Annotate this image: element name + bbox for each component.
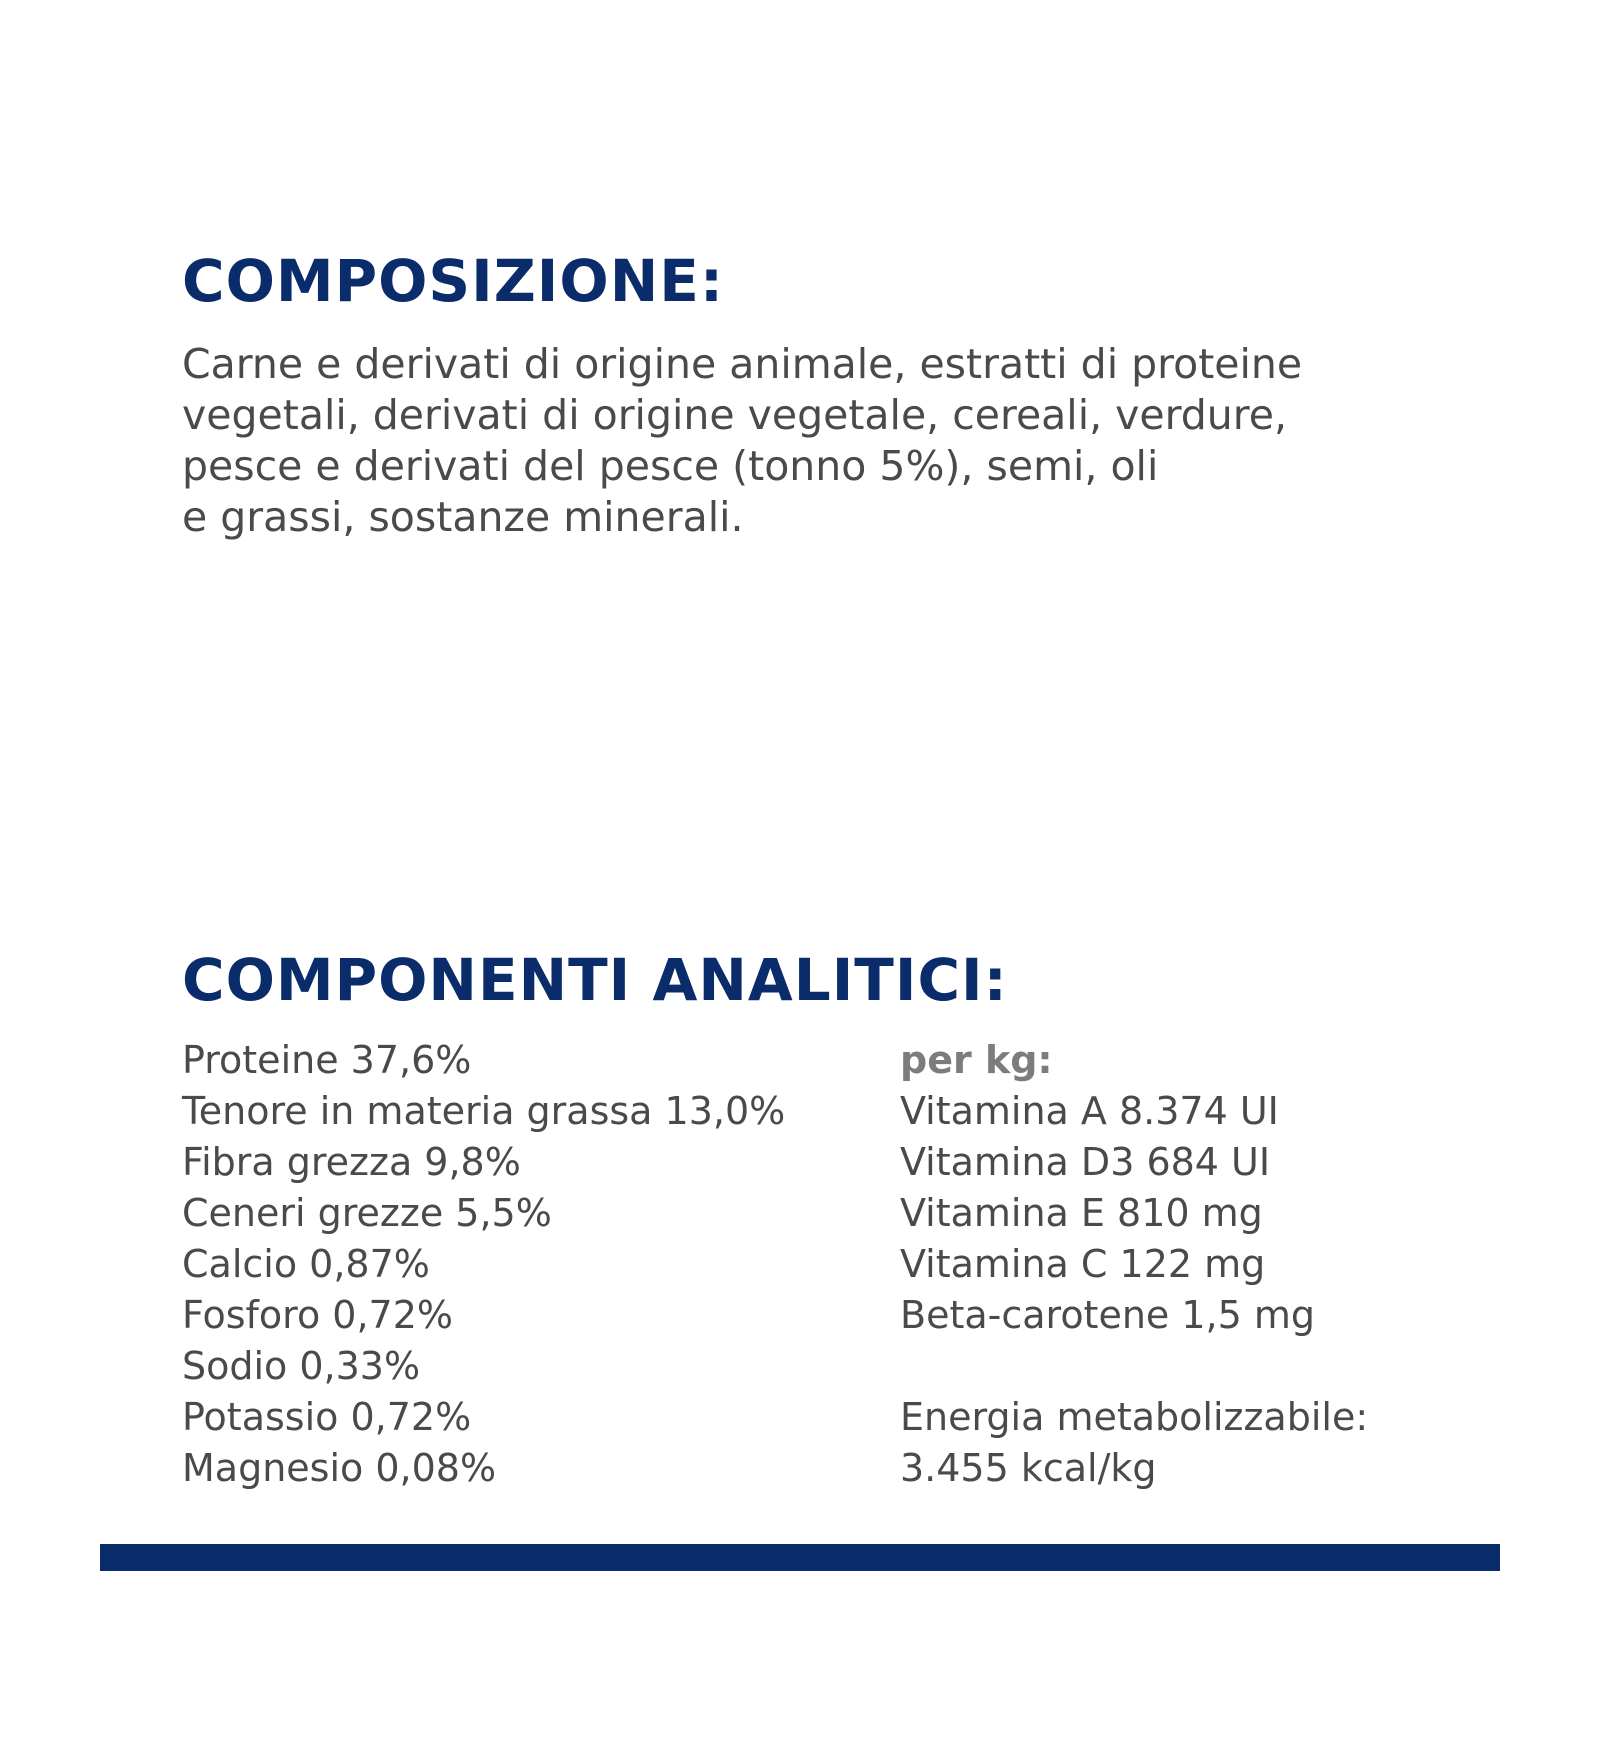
energy-value: 3.455 kcal/kg — [900, 1446, 1157, 1490]
analytic-item-fat: Tenore in materia grassa 13,0% — [182, 1089, 786, 1133]
composition-text — [182, 339, 1482, 543]
composition-line: Carne e derivati di origine animale, estratti di proteine — [182, 340, 1303, 388]
energy-label: Energia metabolizzabile: — [900, 1395, 1369, 1439]
vitamin-item-beta-carotene: Beta-carotene 1,5 mg — [900, 1293, 1316, 1337]
analytic-item-magnesium: Magnesio 0,08% — [182, 1446, 497, 1490]
composition-line: pesce e derivati del pesce (tonno 5%), semi, oli — [182, 442, 1159, 490]
vitamin-item-c: Vitamina C 122 mg — [900, 1242, 1266, 1286]
vitamin-item-d3: Vitamina D3 684 UI — [900, 1140, 1271, 1184]
composition-line: e grassi, sostanze minerali. — [182, 493, 744, 541]
vitamin-item-a: Vitamina A 8.374 UI — [900, 1089, 1279, 1133]
analytic-item-fiber: Fibra grezza 9,8% — [182, 1140, 521, 1184]
analytic-item-potassium: Potassio 0,72% — [182, 1395, 472, 1439]
analytic-item-ash: Ceneri grezze 5,5% — [182, 1191, 552, 1235]
list-spacer — [900, 1341, 1368, 1392]
bottom-divider-bar — [100, 1544, 1500, 1571]
composition-line: vegetali, derivati di origine vegetale, cereali, verdure, — [182, 391, 1287, 439]
analytic-item-protein: Proteine 37,6% — [182, 1038, 472, 1082]
analytics-right-list — [900, 1035, 1368, 1494]
vitamin-item-e: Vitamina E 810 mg — [900, 1191, 1263, 1235]
analytic-item-calcium: Calcio 0,87% — [182, 1242, 430, 1286]
analytics-heading: COMPONENTI ANALITICI: — [182, 946, 1008, 1014]
analytics-left-list — [182, 1035, 785, 1494]
analytic-item-phosphorus: Fosforo 0,72% — [182, 1293, 454, 1337]
composition-heading: COMPOSIZIONE: — [182, 247, 725, 315]
per-kg-label: per kg: — [900, 1038, 1053, 1082]
analytic-item-sodium: Sodio 0,33% — [182, 1344, 421, 1388]
